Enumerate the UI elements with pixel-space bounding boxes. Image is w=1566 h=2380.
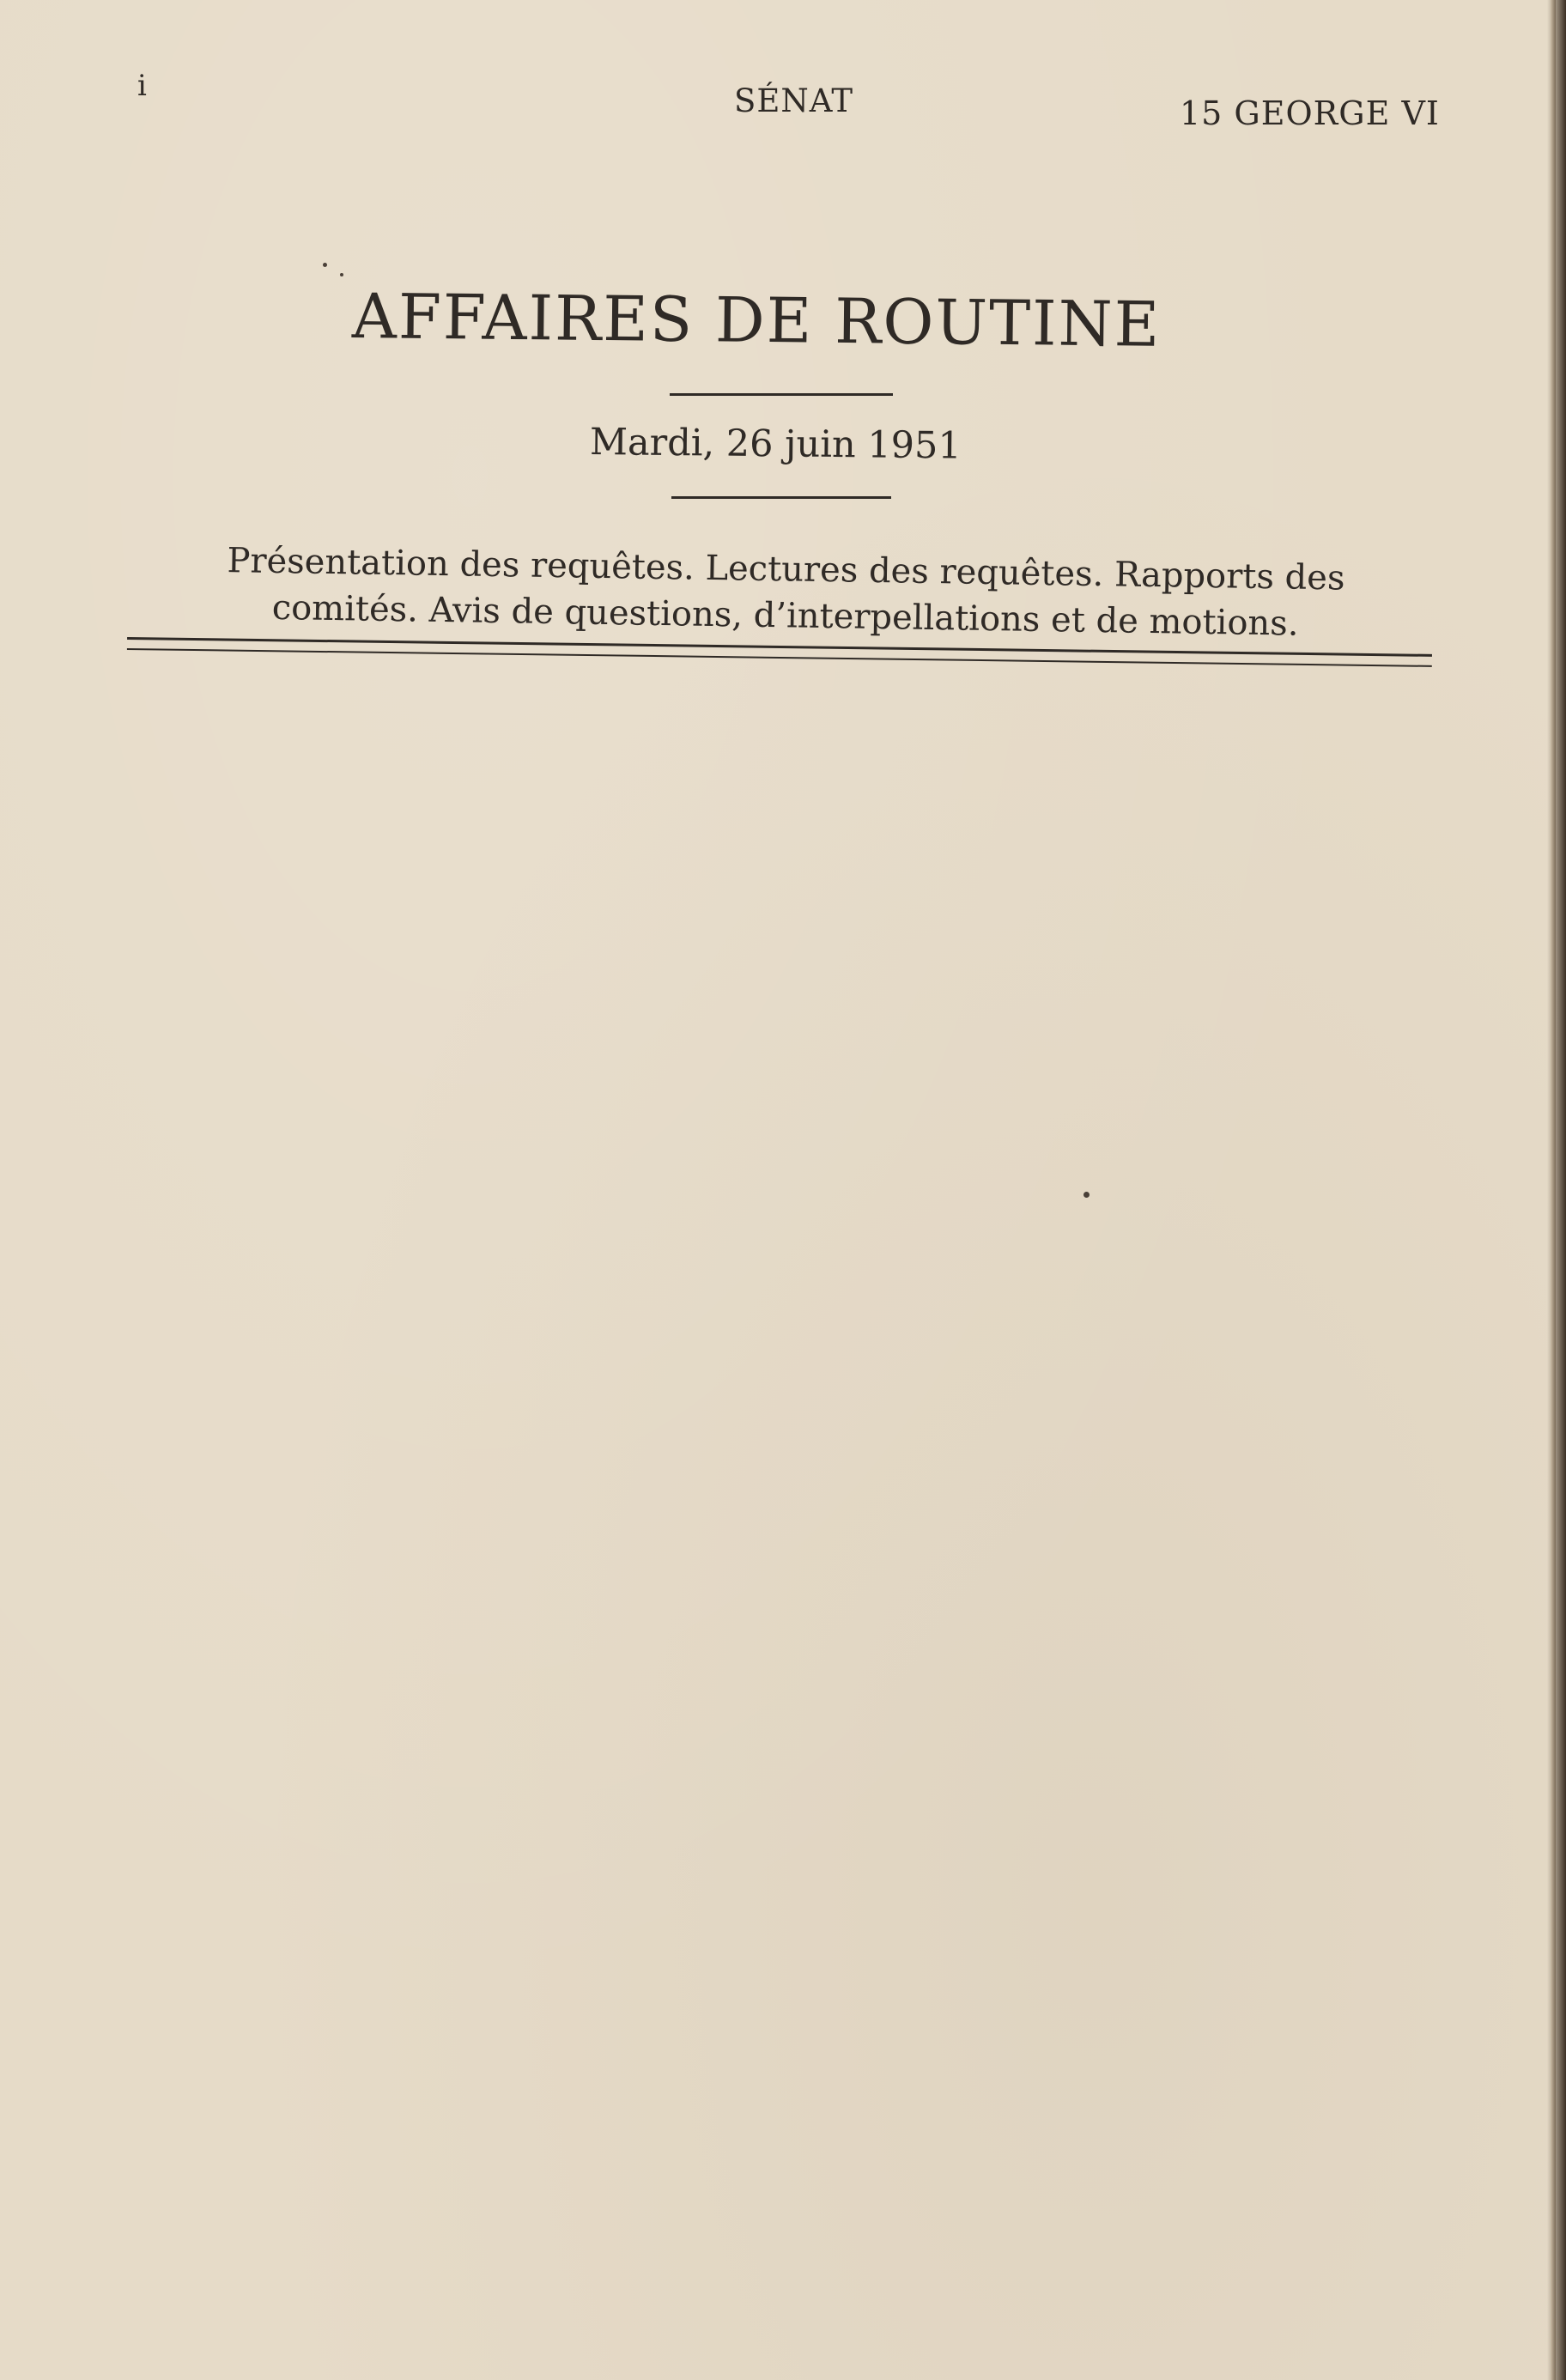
paper-speck bbox=[1083, 1192, 1090, 1198]
routine-items-paragraph: Présentation des requêtes. Lectures des requêtes. Rapports des comités. Avis de questions, d’interpellations et de motions. bbox=[227, 541, 1345, 644]
title-rule bbox=[670, 393, 893, 396]
paper-speck bbox=[340, 273, 343, 276]
chamber-heading: SÉNAT bbox=[734, 82, 854, 119]
book-edge-line bbox=[1551, 0, 1556, 2380]
page-title: AFFAIRES DE ROUTINE bbox=[351, 280, 1162, 361]
page-number: i bbox=[137, 69, 147, 103]
running-head bbox=[0, 0, 1566, 172]
regnal-year: 15 GEORGE VI bbox=[1180, 94, 1440, 132]
sitting-date: Mardi, 26 juin 1951 bbox=[589, 421, 962, 468]
paper-speck bbox=[323, 263, 327, 267]
date-rule bbox=[671, 496, 891, 499]
